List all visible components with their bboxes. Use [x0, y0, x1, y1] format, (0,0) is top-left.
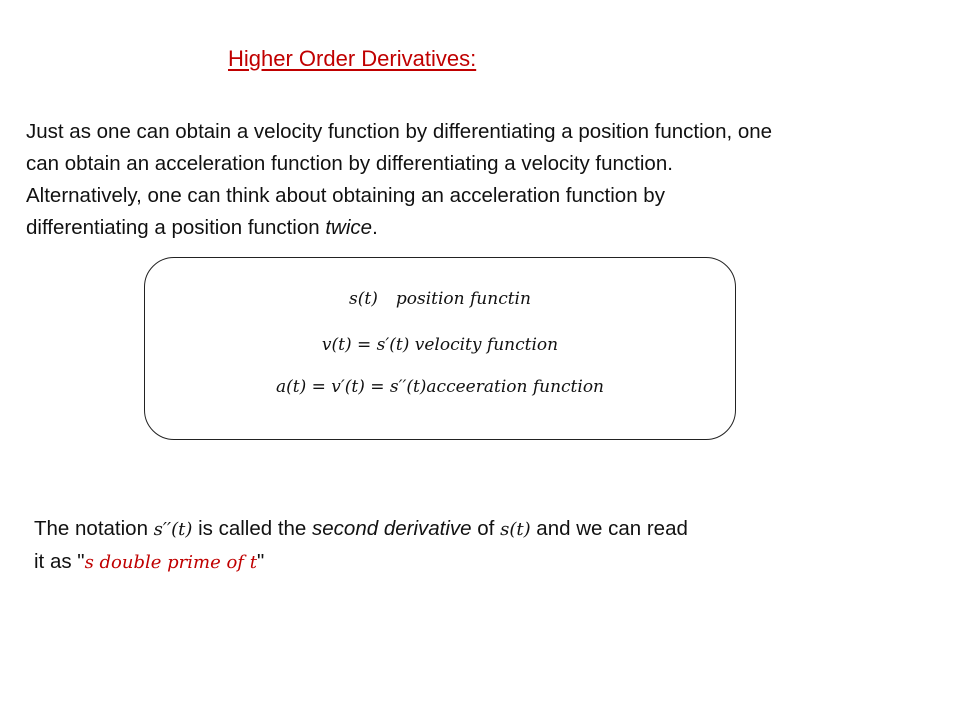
position-label: position functin: [395, 289, 531, 309]
acceleration-formula: [145, 377, 735, 397]
intro-emphasis-twice: twice: [325, 216, 373, 239]
double-prime-reading: s double prime of t: [84, 552, 257, 573]
notation-middle: is called the: [192, 517, 313, 540]
acceleration-expression: a(t) = v′(t) = s′′(t): [275, 377, 427, 397]
acceleration-label: acceeration function: [426, 377, 605, 397]
notation-line-2: [34, 546, 914, 579]
intro-line-4-text: differentiating a position function: [26, 216, 326, 239]
velocity-label: velocity function: [414, 335, 559, 355]
intro-line-2: can obtain an acceleration function by differentiating a velocity function.: [26, 152, 673, 175]
position-symbol: s(t): [500, 519, 531, 540]
second-derivative-term: second derivative: [312, 517, 472, 540]
slide-title: Higher Order Derivatives:: [228, 46, 477, 71]
velocity-formula: [145, 335, 735, 355]
formula-box: [144, 257, 736, 440]
intro-paragraph: [26, 116, 936, 244]
notation-of: of: [471, 517, 501, 540]
notation-line-2-prefix: it as ": [34, 550, 85, 573]
notation-line-1: [34, 513, 914, 546]
intro-line-3: Alternatively, one can think about obtaining an acceleration function by: [26, 184, 665, 207]
notation-line-2-suffix: ": [256, 550, 265, 573]
notation-paragraph: [34, 513, 914, 579]
intro-line-4: [26, 212, 936, 244]
notation-suffix: and we can read: [530, 517, 688, 540]
notation-prefix: The notation: [34, 517, 154, 540]
position-expression: s(t): [349, 289, 378, 309]
second-derivative-symbol: s′′(t): [153, 519, 193, 540]
intro-line-4-end: .: [372, 216, 378, 239]
position-formula: [145, 289, 735, 309]
velocity-expression: v(t) = s′(t): [321, 335, 410, 355]
intro-line-1: Just as one can obtain a velocity function by differentiating a position function, one: [26, 120, 773, 143]
